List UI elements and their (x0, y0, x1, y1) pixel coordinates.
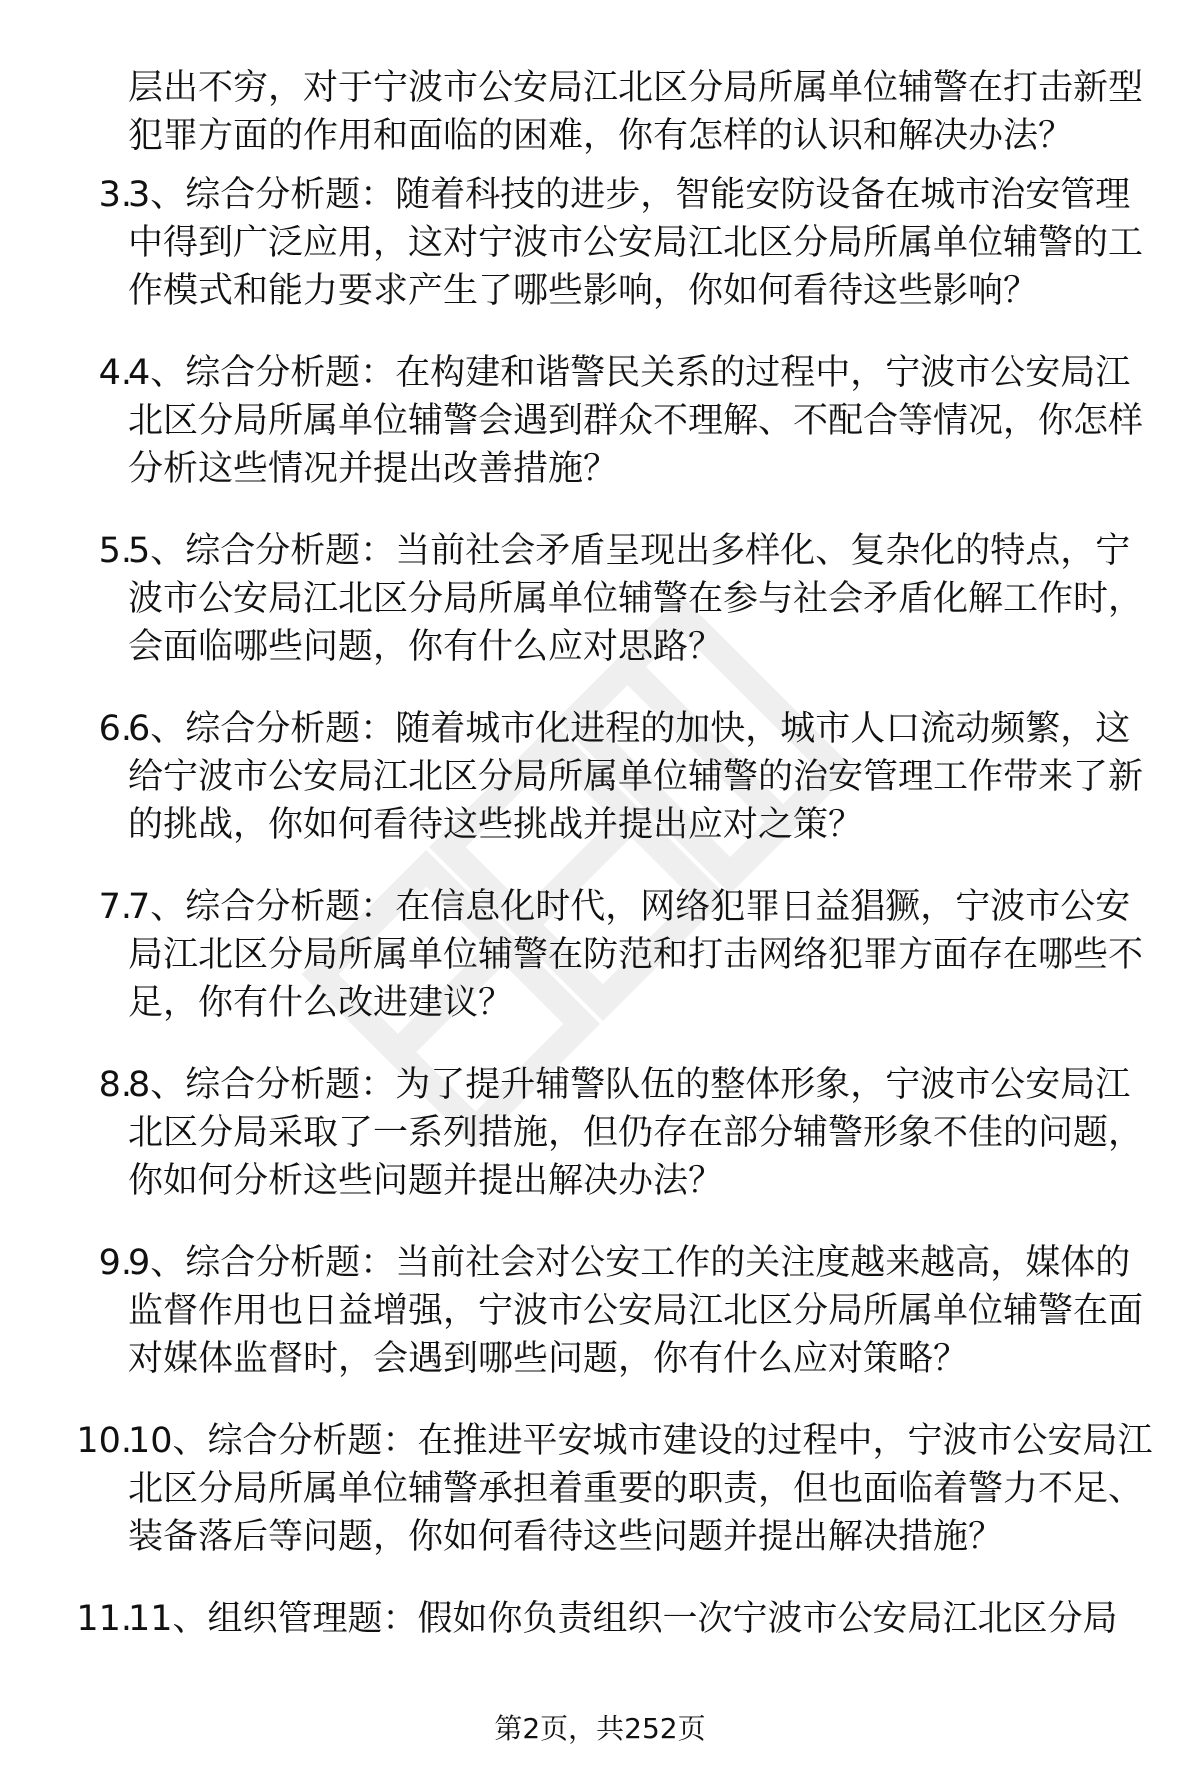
question-text: 5、综合分析题：当前社会矛盾呈现出多样化、复杂化的特点，宁波市公安局江北区分局所属单位辅警在参与社会矛盾化解工作时，会面临哪些问题，你有什么应对思路？ (128, 531, 1144, 667)
question-number: 6. (98, 709, 132, 749)
question-list (0, 171, 1200, 1773)
question-item (0, 1239, 1200, 1417)
question-text: 10、综合分析题：在推进平安城市建设的过程中，宁波市公安局江北区分局所属单位辅警承担着重要的职责，但也面临着警力不足、装备落后等问题，你如何看待这些问题并提出解决措施？ (128, 1421, 1153, 1557)
continuation-paragraph: 层出不穷，对于宁波市公安局江北区分局所属单位辅警在打击新型犯罪方面的作用和面临的困难，你有怎样的认识和解决办法？ (128, 68, 1144, 156)
question-text: 8、综合分析题：为了提升辅警队伍的整体形象，宁波市公安局江北区分局采取了一系列措施，但仍存在部分辅警形象不佳的问题，你如何分析这些问题并提出解决办法？ (128, 1065, 1144, 1201)
question-text: 7、综合分析题：在信息化时代，网络犯罪日益猖獗，宁波市公安局江北区分局所属单位辅警在防范和打击网络犯罪方面存在哪些不足，你有什么改进建议？ (128, 887, 1144, 1023)
question-item (0, 171, 1200, 349)
question-item (0, 1061, 1200, 1239)
question-text: 3、综合分析题：随着科技的进步，智能安防设备在城市治安管理中得到广泛应用，这对宁波市公安局江北区分局所属单位辅警的工作模式和能力要求产生了哪些影响，你如何看待这些影响？ (128, 175, 1144, 311)
question-item (0, 527, 1200, 705)
question-number: 11. (76, 1599, 132, 1639)
question-number: 4. (98, 353, 132, 393)
question-number: 9. (98, 1243, 132, 1283)
question-text: 11、组织管理题：假如你负责组织一次宁波市公安局江北区分局 (128, 1599, 1118, 1639)
question-text: 9、综合分析题：当前社会对公安工作的关注度越来越高，媒体的监督作用也日益增强，宁波市公安局江北区分局所属单位辅警在面对媒体监督时，会遇到哪些问题，你有什么应对策略？ (128, 1243, 1144, 1379)
question-text: 6、综合分析题：随着城市化进程的加快，城市人口流动频繁，这给宁波市公安局江北区分局所属单位辅警的治安管理工作带来了新的挑战，你如何看待这些挑战并提出应对之策？ (128, 709, 1144, 845)
question-item (0, 883, 1200, 1061)
question-number: 7. (98, 887, 132, 927)
question-item (0, 349, 1200, 527)
question-item (0, 705, 1200, 883)
page-footer: 第2页，共252页 (494, 1712, 706, 1745)
question-number: 8. (98, 1065, 132, 1105)
question-number: 3. (98, 175, 132, 215)
question-text: 4、综合分析题：在构建和谐警民关系的过程中，宁波市公安局江北区分局所属单位辅警会遇到群众不理解、不配合等情况，你怎样分析这些情况并提出改善措施？ (128, 353, 1144, 489)
question-number: 5. (98, 531, 132, 571)
question-item (0, 1417, 1200, 1595)
question-number: 10. (76, 1421, 132, 1461)
